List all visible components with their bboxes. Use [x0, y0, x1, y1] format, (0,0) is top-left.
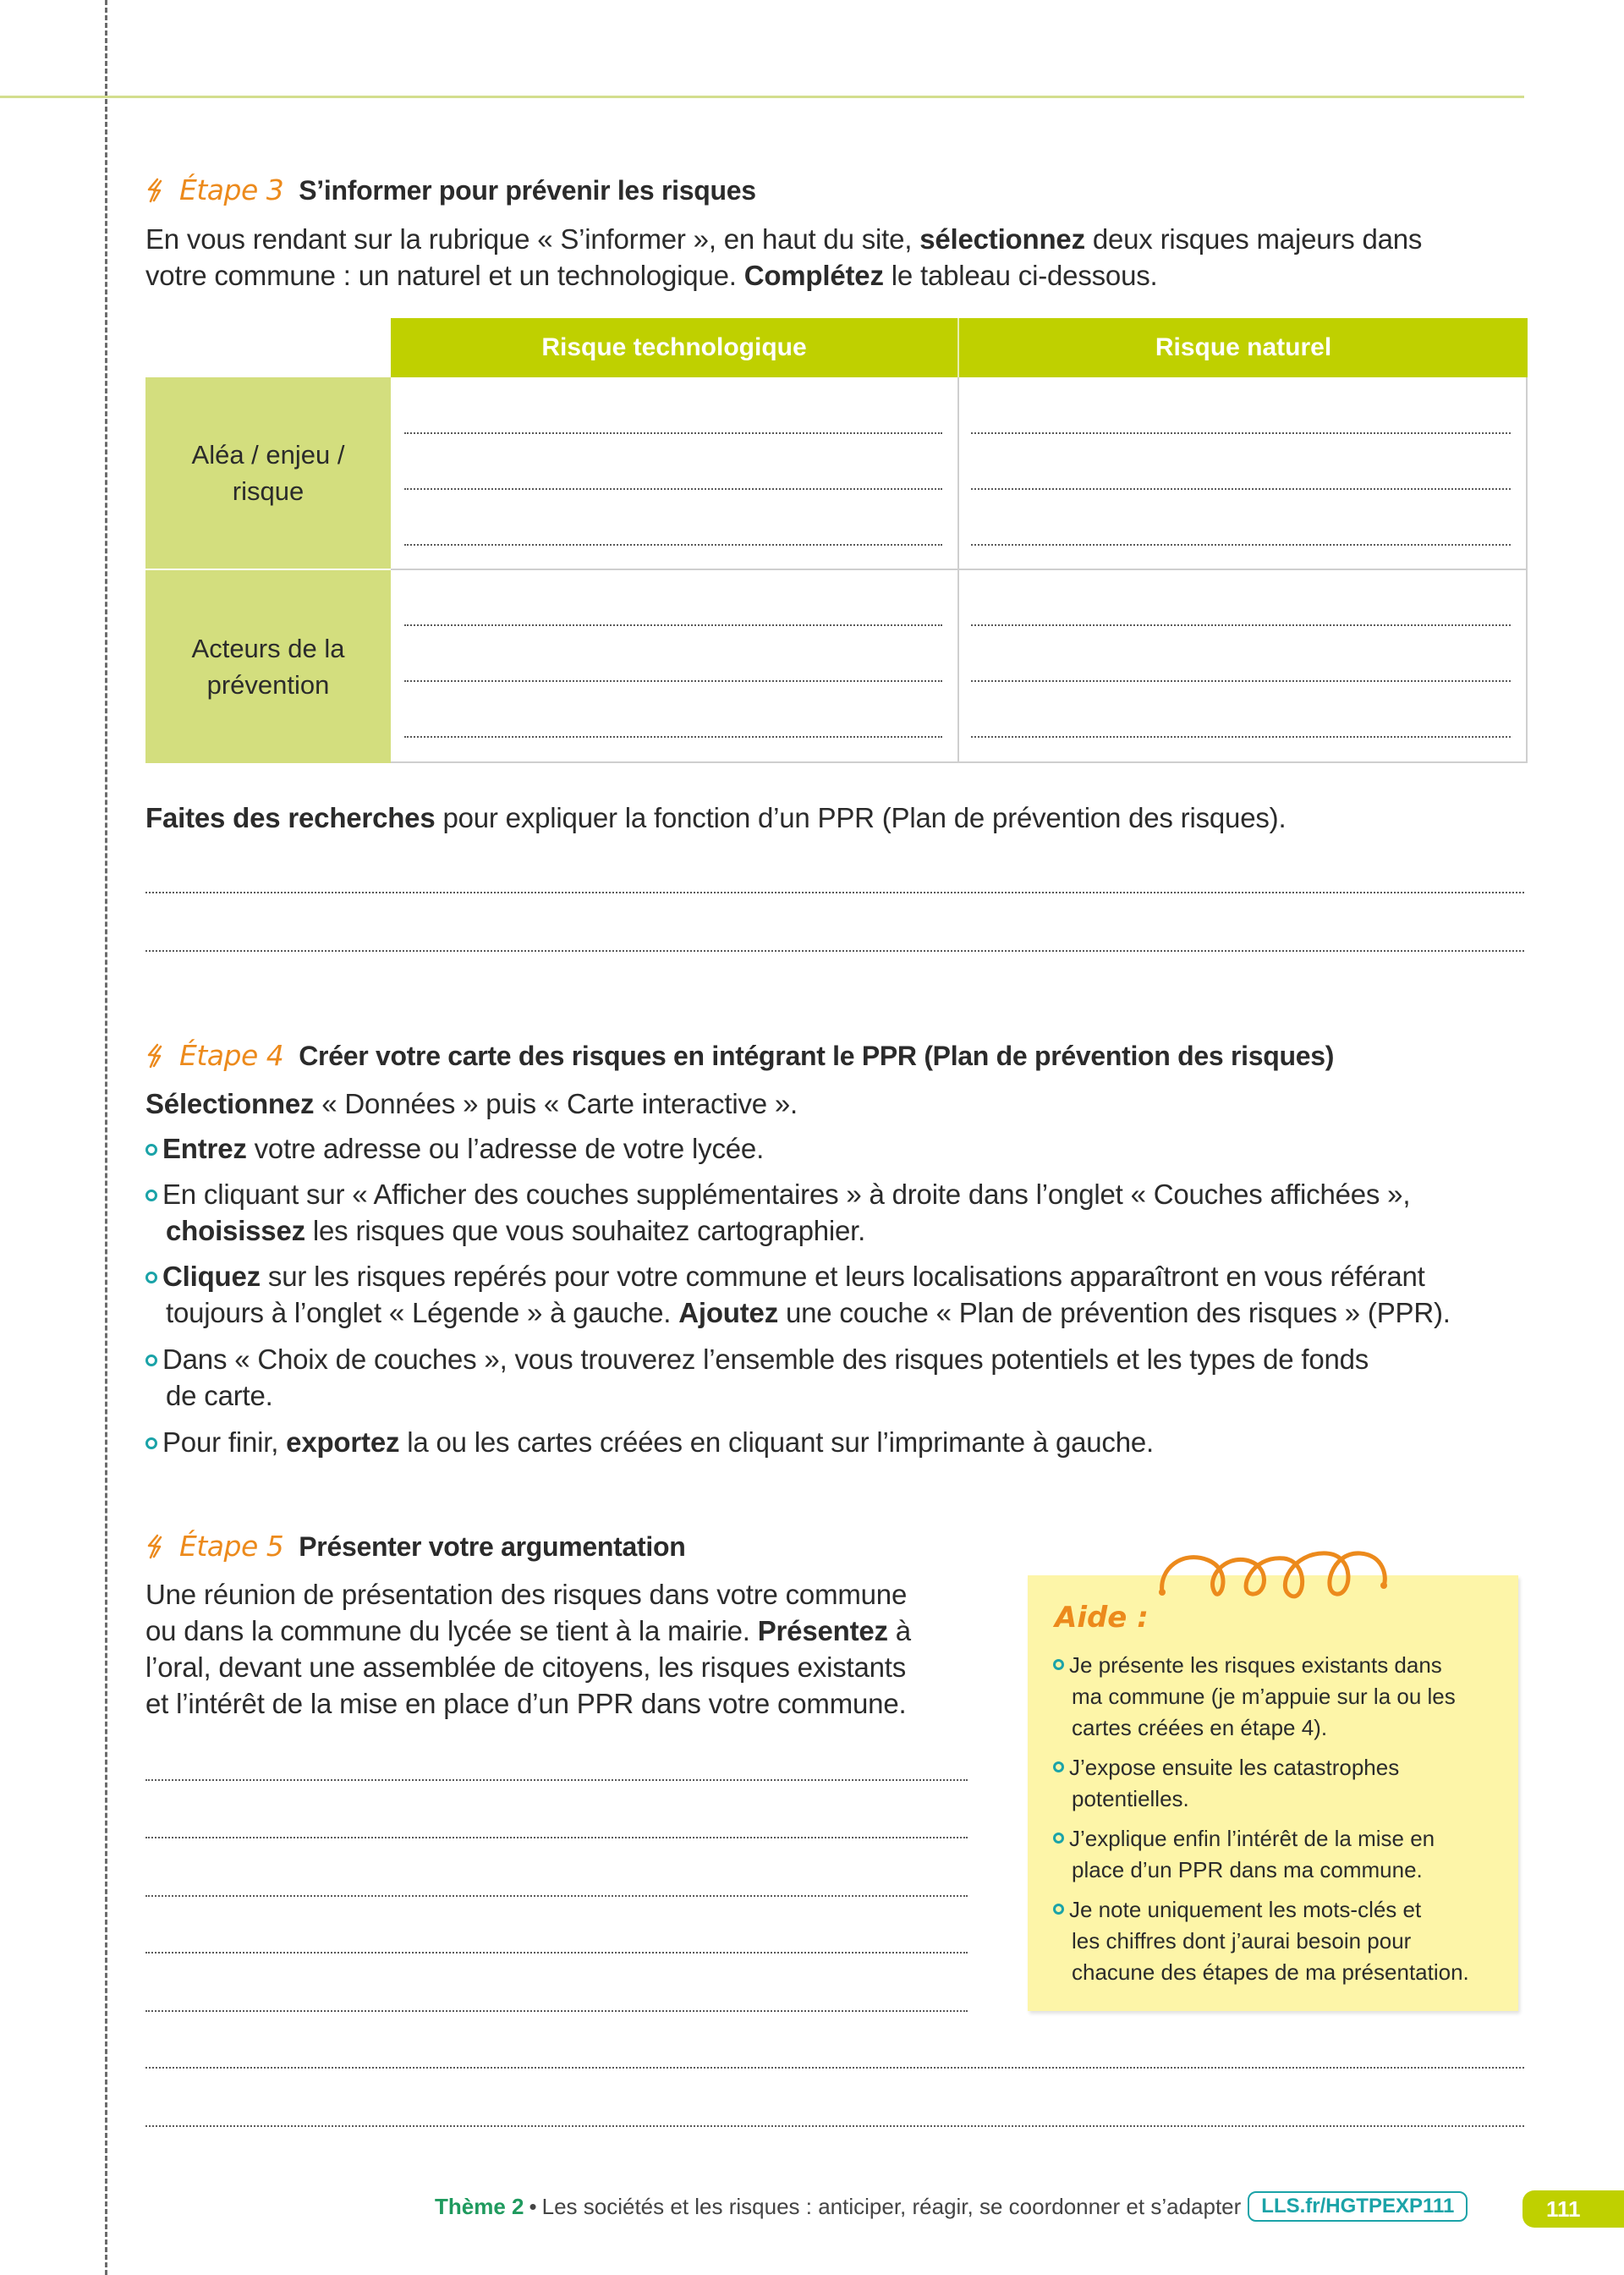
lightning-icon	[145, 1534, 167, 1559]
step5-intro: Une réunion de présentation des risques dans votre commune ou dans la commune du lycée se tient à la mairie. Présentez à l’oral, devant une assemblée de citoyens, les risques existants et l’intérêt de la mise en place d’un PPR dans votre commune.	[145, 1579, 911, 1719]
aide-item: J’expose ensuite les catastrophes potentielles.	[1053, 1752, 1510, 1815]
step3-title: S’informer pour prévenir les risques	[299, 175, 756, 206]
lightning-icon	[145, 178, 167, 203]
step5-heading	[145, 1530, 685, 1563]
step5-label: Étape 5	[179, 1530, 284, 1563]
step4-heading	[145, 1039, 1334, 1072]
step5-title: Présenter votre argumentation	[299, 1531, 686, 1562]
spiral-binding-icon	[1157, 1543, 1394, 1602]
row-label-alea: Aléa / enjeu / risque	[145, 377, 391, 570]
research-instruction: Faites des recherches pour expliquer la fonction d’un PPR (Plan de prévention des risques).	[145, 802, 1287, 833]
row-label-acteurs: Acteurs de la prévention	[145, 570, 391, 763]
bullet-icon	[145, 1190, 157, 1201]
column-header-naturel: Risque naturel	[959, 318, 1528, 377]
aide-title: Aide :	[1055, 1601, 1149, 1635]
bullet-icon	[145, 1355, 157, 1366]
bullet-icon	[145, 1437, 157, 1449]
answer-line[interactable]	[145, 2010, 968, 2012]
answer-line[interactable]	[145, 950, 1524, 952]
step4-item: Entrez votre adresse ou l’adresse de votre lycée.	[145, 1130, 764, 1167]
cell-acteurs-technologique[interactable]	[391, 570, 959, 763]
step4-item: Cliquez sur les risques repérés pour votre commune et leurs localisations apparaîtront en vous référant toujours à l’onglet « Légende » à gauche. Ajoutez une couche « Plan de prévention des risques » (PPR).	[145, 1258, 1451, 1331]
step4-intro: Sélectionnez « Données » puis « Carte interactive ».	[145, 1088, 798, 1119]
bullet-icon	[145, 1144, 157, 1156]
bullet-icon	[1053, 1761, 1064, 1772]
cell-acteurs-naturel[interactable]	[959, 570, 1528, 763]
bullet-icon	[1053, 1659, 1064, 1670]
step3-intro: En vous rendant sur la rubrique « S’informer », en haut du site, sélectionnez deux risques majeurs dans votre commune : un naturel et un technologique. Complétez le tableau ci-dessous.	[145, 223, 1423, 291]
answer-line[interactable]	[145, 1952, 968, 1954]
step3-heading	[145, 173, 756, 206]
aide-list	[1053, 1650, 1510, 1997]
column-header-technologique: Risque technologique	[391, 318, 959, 377]
step4-item: Pour finir, exportez la ou les cartes créées en cliquant sur l’imprimante à gauche.	[145, 1424, 1154, 1460]
step4-label: Étape 4	[179, 1039, 284, 1072]
aide-item: J’explique enfin l’intérêt de la mise en place d’un PPR dans ma commune.	[1053, 1823, 1510, 1886]
bullet-icon	[1053, 1833, 1064, 1844]
footer-separator: •	[529, 2193, 537, 2219]
footer-theme: Thème 2	[435, 2193, 524, 2219]
answer-line[interactable]	[145, 892, 1524, 893]
footer-subtitle: Les sociétés et les risques : anticiper, réagir, se coordonner et s’adapter	[541, 2193, 1242, 2219]
answer-line[interactable]	[145, 2125, 1524, 2127]
answer-line[interactable]	[145, 1837, 968, 1838]
bullet-icon	[145, 1272, 157, 1283]
step4-item: En cliquant sur « Afficher des couches supplémentaires » à droite dans l’onglet « Couches affichées », choisissez les risques que vous souhaitez cartographier.	[145, 1176, 1410, 1249]
margin-cut-line	[105, 0, 107, 2275]
answer-line[interactable]	[145, 1779, 968, 1781]
step4-item: Dans « Choix de couches », vous trouverez l’ensemble des risques potentiels et les types de fonds de carte.	[145, 1341, 1369, 1414]
cell-alea-naturel[interactable]	[959, 377, 1528, 570]
risk-table	[145, 318, 1528, 767]
page-number: 111	[1522, 2190, 1624, 2228]
step3-label: Étape 3	[179, 173, 284, 206]
top-rule	[0, 96, 1524, 98]
footer-link[interactable]: LLS.fr/HGTPEXP111	[1248, 2191, 1468, 2222]
page-footer	[435, 2191, 1468, 2222]
aide-item: Je note uniquement les mots-clés et les chiffres dont j’aurai besoin pour chacune des étapes de ma présentation.	[1053, 1894, 1510, 1988]
bullet-icon	[1053, 1904, 1064, 1915]
answer-line[interactable]	[145, 2067, 1524, 2069]
answer-line[interactable]	[145, 1895, 968, 1897]
cell-alea-technologique[interactable]	[391, 377, 959, 570]
aide-note	[1028, 1575, 1518, 2011]
aide-item: Je présente les risques existants dans ma commune (je m’appuie sur la ou les cartes créées en étape 4).	[1053, 1650, 1510, 1744]
lightning-icon	[145, 1043, 167, 1069]
step4-title: Créer votre carte des risques en intégrant le PPR (Plan de prévention des risques)	[299, 1041, 1335, 1071]
